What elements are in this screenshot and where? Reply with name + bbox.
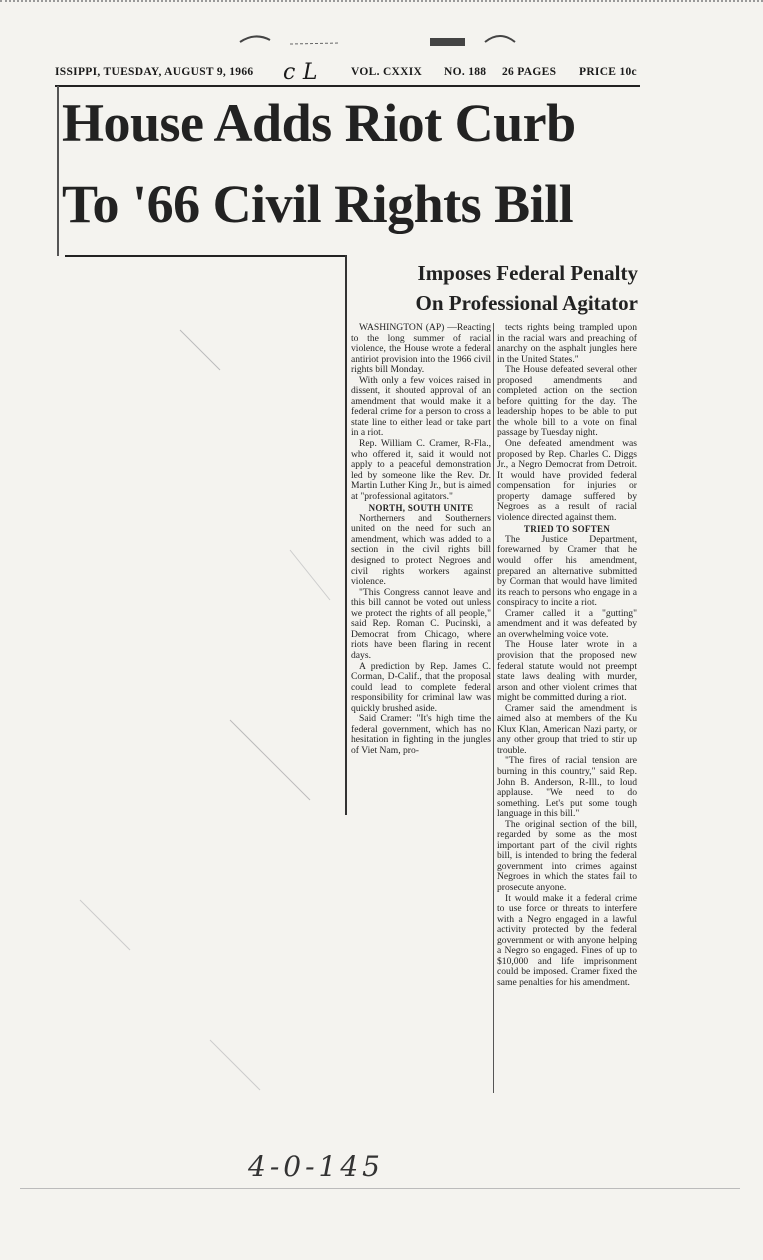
masthead-number: NO. 188 (444, 66, 487, 78)
article-paragraph: One defeated amendment was proposed by Rep. Charles C. Diggs Jr., a Negro Democrat from Detroit. It would have provided federal compensation for injuries or property damage suffered by Negroes as a result of racial violence directed against them. (497, 438, 637, 523)
headline-rule (65, 255, 345, 257)
masthead-volume: VOL. CXXIX (351, 66, 423, 78)
masthead-place-date: ISSIPPI, TUESDAY, AUGUST 9, 1966 (55, 66, 254, 78)
article-column-2 (497, 323, 637, 988)
column-rule-left (345, 255, 347, 815)
article-paragraph: Cramer called it a "gutting" amendment and it was defeated by an overwhelming voice vote. (497, 607, 637, 640)
article-paragraph: "This Congress cannot leave and this bill cannot be voted out unless we protect the rights of all people," said Rep. Roman C. Pucinski, a Democrat from Chicago, where riots have been flaring in recent days. (351, 586, 491, 661)
article-paragraph: The House defeated several other proposed amendments and completed action on the section before quitting for the day. The leadership hopes to be able to put the whole bill to a vote on final passage by Tuesday night. (497, 364, 637, 439)
article-paragraph: tects rights being trampled upon in the racial wars and preaching of anarchy on the asphalt jungles here in the United States." (497, 322, 637, 365)
top-scribble-marks (230, 30, 530, 50)
article-paragraph: Cramer said the amendment is aimed also at members of the Ku Klux Klan, American Nazi party, or any other group that tried to stir up trouble. (497, 702, 637, 756)
article-paragraph: The original section of the bill, regarded by some as the most important part of the civil rights bill, is intended to bring the federal government into crimes against Negroes in which the states fail to prosecute anyone. (497, 818, 637, 893)
blank-area-noise (60, 300, 340, 1120)
handwritten-initials: c L (283, 60, 318, 85)
bottom-rule (20, 1188, 740, 1189)
article-crosshead: NORTH, SOUTH UNITE (368, 503, 474, 514)
article-column-1 (351, 323, 491, 756)
article-crosshead: TRIED TO SOFTEN (523, 524, 611, 535)
article-paragraph: "The fires of racial tension are burning in this country," said Rep. John B. Anderson, R-Ill., to loud applause. "We need to do something. Let's put some tough language in this bill." (497, 755, 637, 820)
top-perforation (0, 0, 763, 8)
masthead-rule (55, 85, 640, 87)
subhead-line-2: On Professional Agitator (415, 291, 638, 315)
article-paragraph: The House later wrote in a provision that the proposed new federal statute would not preempt state laws dealing with murder, arson and other violent crimes that might be committed during a riot. (497, 639, 637, 704)
masthead-price: PRICE 10c (579, 66, 637, 78)
column-divider (493, 323, 494, 1093)
headline-line-1: House Adds Riot Curb (62, 93, 576, 153)
handwritten-file-number: 4-0-145 (248, 1150, 384, 1183)
headline-line-2: To '66 Civil Rights Bill (62, 174, 574, 234)
article-paragraph: A prediction by Rep. James C. Corman, D-Calif., that the proposal could lead to complete federal responsibility for criminal law was quickly brushed aside. (351, 660, 491, 714)
article-paragraph: The Justice Department, forewarned by Cramer that he would offer his amendment, prepared an alternative submitted by Corman that would have limited its reach to persons who engage in a conspiracy to incite a riot. (497, 533, 637, 609)
article-paragraph: Northerners and Southerners united on the need for such an amendment, which was added to a section in the civil rights bill designed to protect Negroes and civil rights workers against violence. (351, 512, 491, 588)
article-paragraph: With only a few voices raised in dissent, it shouted approval of an amendment that would make it a federal crime for a person to cross a state line to either lead or take part in a riot. (351, 374, 491, 439)
masthead-pages: 26 PAGES (502, 66, 557, 78)
article-paragraph: Rep. William C. Cramer, R-Fla., who offered it, said it would not apply to a peaceful demonstration led by someone like the Rev. Dr. Martin Luther King Jr., but is aimed at "professional agitators." (351, 438, 491, 502)
article-paragraph: Said Cramer: "It's high time the federal government, which has no hesitation in fighting in the jungles of Viet Nam, pro- (351, 713, 491, 756)
left-clip-edge (57, 86, 59, 256)
article-paragraph: It would make it a federal crime to use force or threats to interfere with a Negro engaged in a lawful activity protected by the federal government or with anyone helping a Negro so engaged. Fines of up to $10,000 and life imprisonment could be imposed. Cramer fixed the same penalties for his amendment. (497, 892, 637, 988)
masthead (55, 60, 645, 85)
article-paragraph: WASHINGTON (AP) —Reacting to the long summer of racial violence, the House wrote a federal antiriot provision into the 1966 civil rights bill Monday. (351, 322, 491, 376)
subhead-line-1: Imposes Federal Penalty (417, 261, 638, 285)
